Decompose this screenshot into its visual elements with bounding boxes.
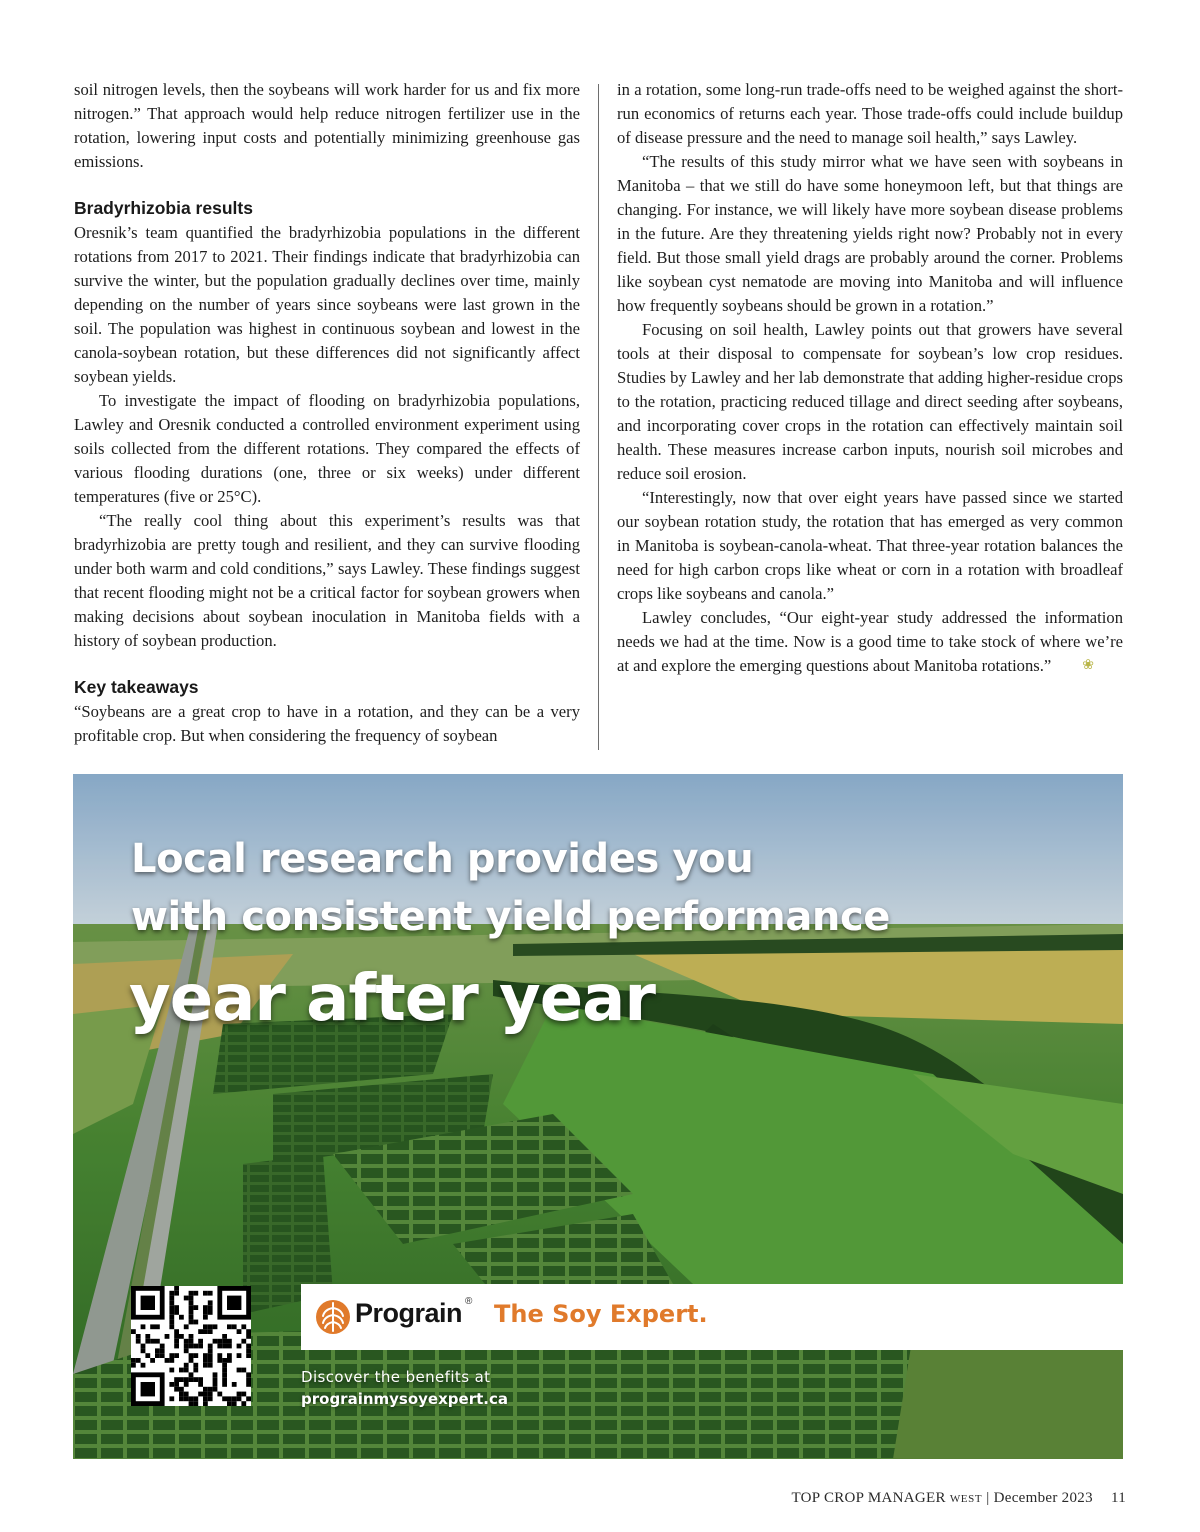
paragraph: To investigate the impact of flooding on bradyrhizobia populations, Lawley and Oresnik conducted a controlled environment experiment using soils collected from the different rotations. They compared the effects of various flooding durations (one, three or six weeks) under different temperatures (five or 25°C). [74,391,580,506]
ad-headline [131,830,890,946]
end-mark-leaf-icon: ❀ [1082,658,1094,673]
article-column-right [617,78,1123,678]
ad-headline-line-1: Local research provides you [131,836,754,882]
paragraph: “Soybeans are a great crop to have in a rotation, and they can be a very profitable crop. But when considering the frequency of soybean [74,702,580,745]
ad-headline-emphasis: year after year [129,962,655,1036]
paragraph: soil nitrogen levels, then the soybeans will work harder for us and fix more nitrogen.” That approach would help reduce nitrogen fertilizer use in the rotation, lowering input costs and potentially minimizing greenhouse gas emissions. [74,80,580,171]
brand-name: Prograin [355,1298,463,1328]
publication-edition: WEST [949,1493,983,1505]
paragraph: Focusing on soil health, Lawley points out that growers have several tools at their disposal to compensate for soybean’s low crop residues. Studies by Lawley and her lab demonstrate that adding higher-residue crops to the rotation, practicing reduced tillage and direct seeding after soybeans, and incorporating cover crops in the rotation can effectively maintain soil health. These measures increase carbon inputs, nourish soil microbes and reduce soil erosion. [617,320,1123,483]
qr-code-icon[interactable] [131,1286,251,1406]
paragraph: Oresnik’s team quantified the bradyrhizobia populations in the different rotations from 2017 to 2021. Their findings indicate that bradyrhizobia can survive the winter, but the population gradually declines over time, mainly depending on the number of years since soybeans were last grown in the soil. The population was highest in continuous soybean and lowest in the canola-soybean rotation, but these differences did not significantly affect soybean yields. [74,223,580,386]
paragraph-final [617,606,1123,678]
issue-date: December 2023 [993,1490,1093,1506]
paragraph-text: Lawley concludes, “Our eight-year study addressed the information needs we had at the time. Now is a good time to take stock of where we’re at and explore the emerging questions about Manitoba rotations.” [617,608,1123,675]
column-divider [598,84,599,750]
article-column-left [74,78,580,748]
paragraph: “The results of this study mirror what we have seen with soybeans in Manitoba – that we still do have some honeymoon left, but that things are changing. For instance, we will likely have more soybean disease problems in the future. Are they threatening yields right now? Probably not in every field. But those small yield drags are probably around the corner. Problems like soybean cyst nematode are moving into Manitoba and will influence how frequently soybeans should be grown in a rotation.” [617,152,1123,315]
brand-tagline: The Soy Expert. [494,1300,708,1328]
paragraph: “The really cool thing about this experiment’s results was that bradyrhizobia are pretty tough and resilient, and they can survive flooding under both warm and cold conditions,” says Lawley. These findings suggest that recent flooding might not be a critical factor for soybean growers when making decisions about soybean inoculation in Manitoba fields with a history of soybean production. [74,511,580,650]
ad-headline-line-2: with consistent yield performance [131,894,891,940]
brand-banner[interactable] [301,1284,1123,1350]
subheading-bradyrhizobia-results: Bradyrhizobia results [74,198,253,218]
paragraph: “Interestingly, now that over eight years have passed since we started our soybean rotation study, the rotation that has emerged as very common in Manitoba is soybean-canola-wheat. That three-year rotation balances the need for high carbon crops like wheat or corn in a rotation with broadleaf crops like soybeans and canola.” [617,488,1123,603]
subheading-key-takeaways: Key takeaways [74,677,199,697]
discover-block [301,1366,508,1410]
paragraph: in a rotation, some long-run trade-offs need to be weighed against the short-run economics of returns each year. Those trade-offs could include buildup of disease pressure and the need to manage soil health,” says Lawley. [617,80,1123,147]
website-link[interactable]: prograinmysoyexpert.ca [301,1390,508,1408]
page-footer [791,1490,1126,1507]
publication-name: TOP CROP MANAGER [791,1490,946,1506]
registered-mark: ® [465,1296,473,1307]
footer-separator: | [986,1490,990,1506]
discover-text: Discover the benefits at [301,1368,491,1386]
page-number: 11 [1110,1490,1126,1506]
prograin-logo-icon [315,1299,351,1335]
